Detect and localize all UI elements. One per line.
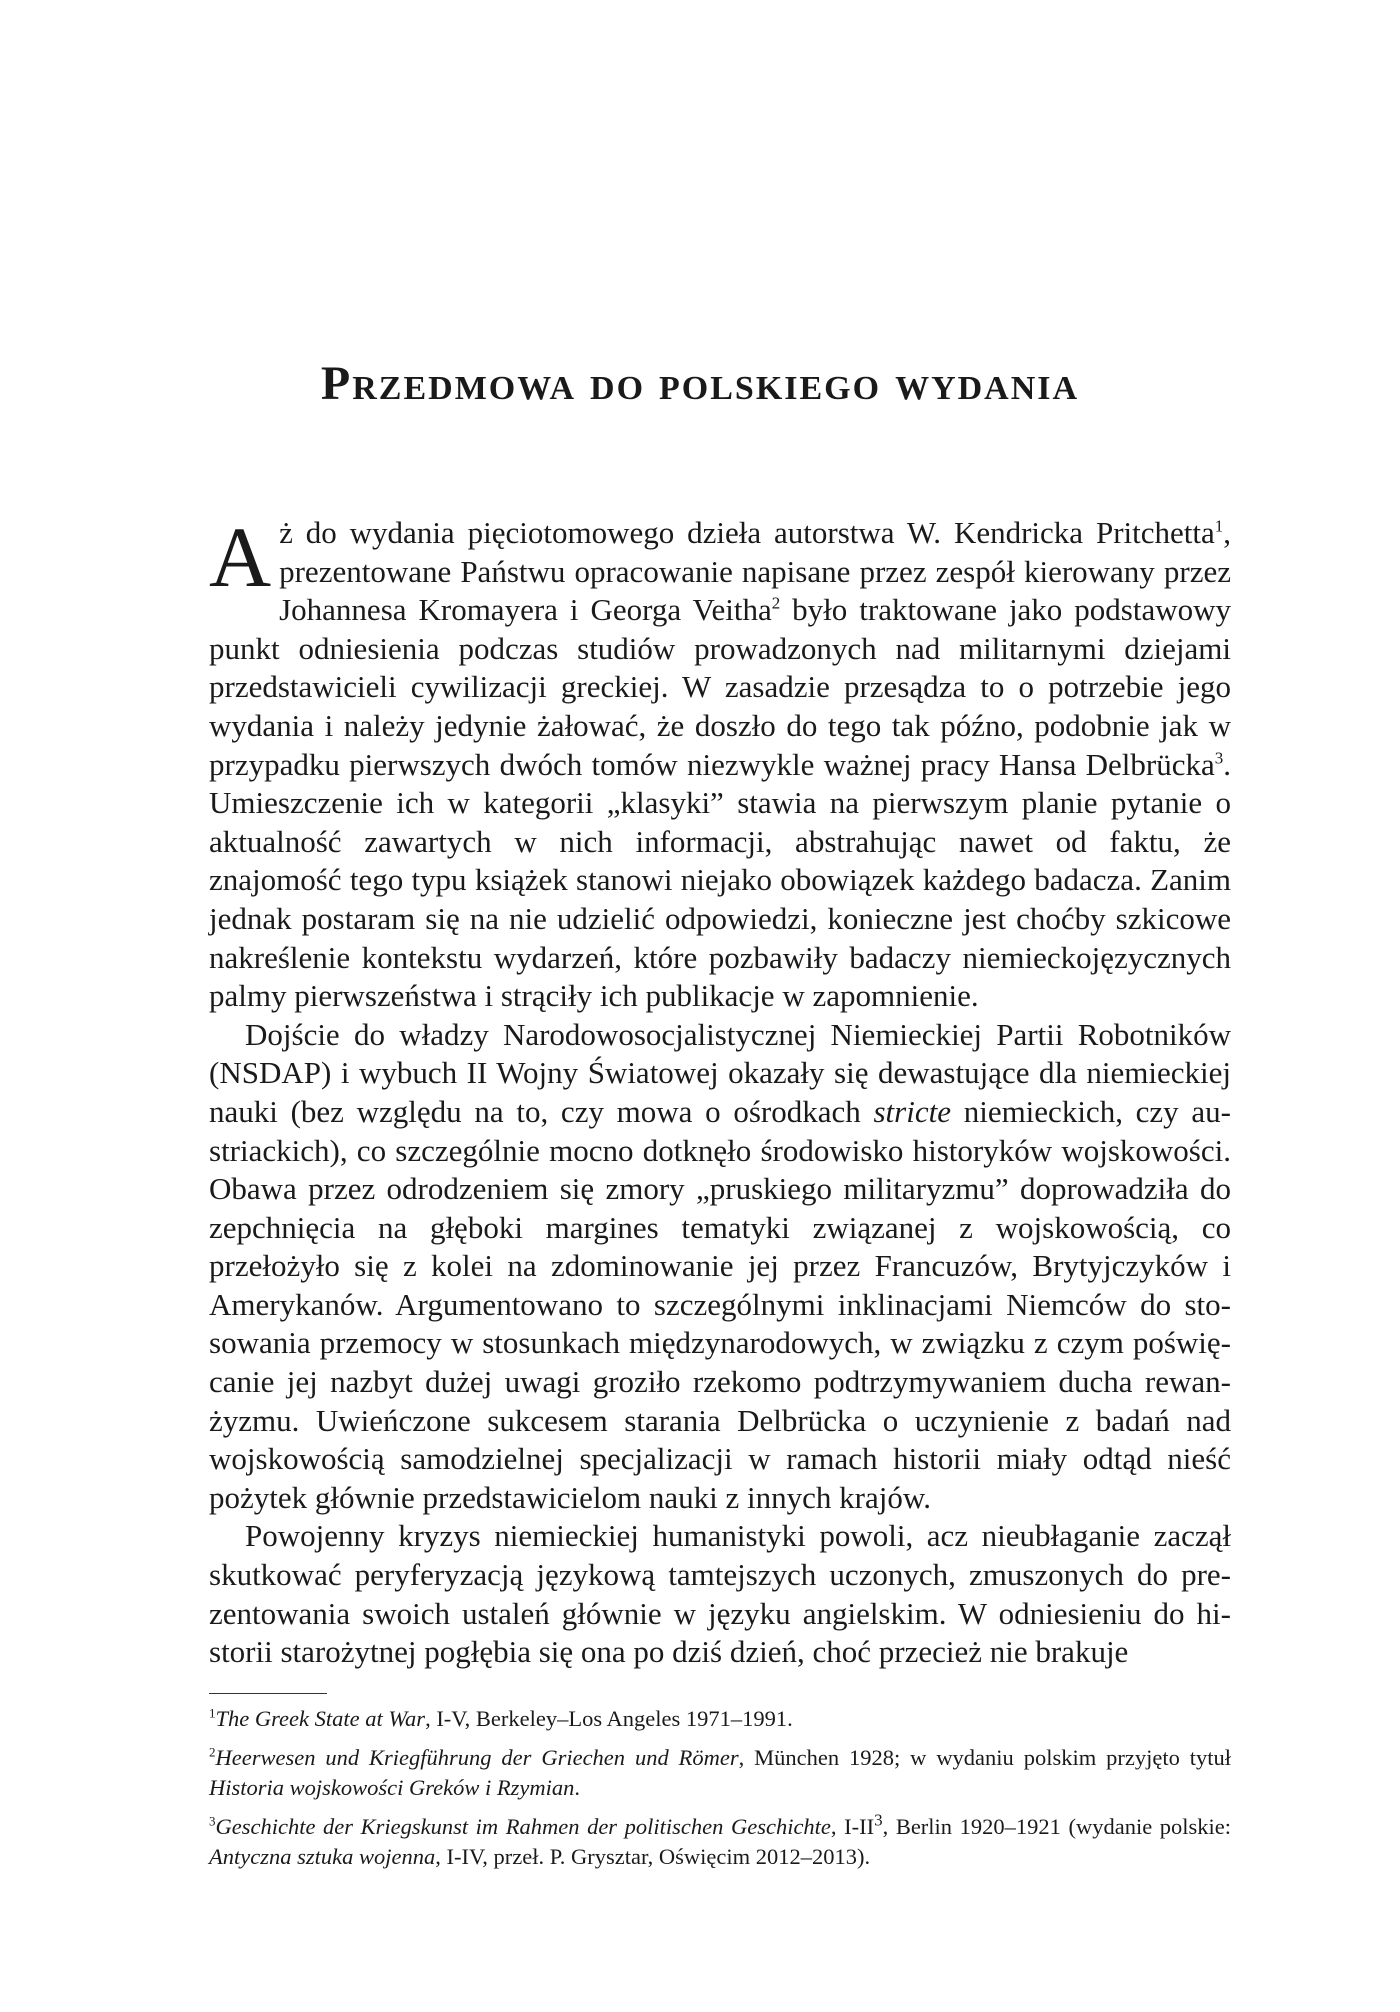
paragraph-2: Dojście do władzy Narodowosocjalistycznej Niemieckiej Partii Robotników (NSDAP) i wybuch II Wojny Światowej okazały się dewastujące dla niemieckiej nauki (bez względu na to, czy mowa o ośrodkach stricte niemieckich, czy austriackich), co szczególnie mocno dotknęło środowisko historyków wojskowości. Obawa przez odrodzeniem się zmory „pruskiego militaryzmu” doprowadziła do zepchnięcia na głęboki margines tematyki związanej z wojskowością, co przełożyło się z kolei na zdominowanie jej przez Francuzów, Brytyjczyków i Amerykanów. Argumentowano to szczególnymi inklinacjami Niemców do stosowania przemocy w stosunkach międzynarodowych, w związku z czym poświęcanie jej nazbyt dużej uwagi groziło rzekomo podtrzymywaniem ducha rewanżyzmu. Uwieńczone sukcesem starania Delbrücka o uczynienie z badań nad wojskowością samodzielnej specjalizacji w ramach historii miały odtąd nieść pożytek głównie przedstawicielom nauki z innych krajów. [209, 1016, 1231, 1515]
footnote-separator [209, 1693, 327, 1694]
paragraph-1: Aż do wydania pięciotomowego dzieła autorstwa W. Kendricka Pritchetta$^1$, prezentowane Państwu opracowanie napisane przez zespół kierowany przez Johannesa Kromayera i Georga Veitha$^2$ było traktowane jako podstawowy punkt odniesienia podczas studiów prowadzonych nad militarnymi dziejami przedstawicieli cywilizacji greckiej. W zasadzie przesądza to o potrzebie jego wydania i należy jedynie żałować, że doszło do tego tak późno, podobnie jak w przypadku pierwszych dwóch tomów niezwykle ważnej pracy Hansa Delbrücka$^3$. Umieszczenie ich w kategorii „klasyki” stawia na pierwszym planie pytanie o aktualność zawartych w nich informacji, abstrahując nawet od faktu, że znajomość tego typu książek stanowi niejako obowiązek każdego badacza. Zanim jednak postaram się na nie udzielić odpowiedzi, konieczne jest choćby szkicowe nakreślenie kontekstu wydarzeń, które pozbawiły badaczy niemieckojęzycznych palmy pierwszeństwa i strąciły ich publikacje w zapomnienie. [209, 509, 1231, 1014]
footnote-ref-1: 1 [1214, 516, 1224, 536]
footnote-2: $^2$Heerwesen und Kriegführung der Griechen und Römer, München 1928; w wydaniu polskim przyjęto tytuł Historia wojskowości Greków i Rzymian. [209, 1744, 1231, 1800]
footnote-ref-2: 2 [771, 593, 781, 613]
main-text [209, 509, 1231, 1672]
drop-cap: A [209, 509, 272, 605]
footnote-1: $^1$The Greek State at War, I-V, Berkeley–Los Angeles 1971–1991. [209, 1705, 793, 1731]
paragraph-3: Powojenny kryzys niemieckiej humanistyki powoli, acz nieubłaganie zaczął skutkować peryferyzacją językową tamtejszych uczonych, zmuszonych do prezentowania swoich ustaleń głównie w języku angielskim. W odniesieniu do historii starożytnej pogłębia się ona po dziś dzień, choć przecież nie brakuje [209, 1518, 1231, 1670]
footnote-ref-3: 3 [1214, 748, 1224, 768]
footnote-3: $^3$Geschichte der Kriegskunst im Rahmen der politischen Geschichte, $I-II^3$, Berlin 1920–1921 (wydanie polskie: Antyczna sztuka wojenna, I-IV, przeł. P. Grysztar, Oświęcim 2012–2013). [209, 1810, 1232, 1869]
footnotes [209, 1704, 1231, 1881]
italic-term: stricte [873, 1093, 951, 1129]
chapter-title: Przedmowa do polskiego wydania [320, 357, 1080, 410]
